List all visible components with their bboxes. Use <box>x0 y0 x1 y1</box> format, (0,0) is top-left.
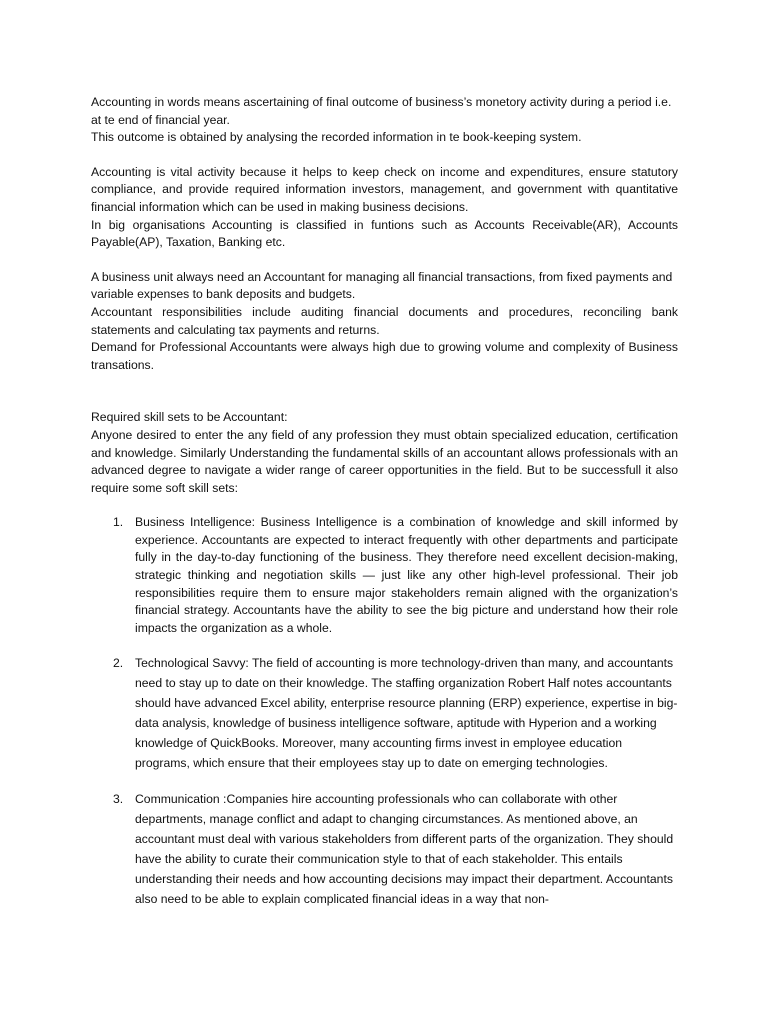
unit-paragraph-3: Demand for Professional Accountants were always high due to growing volume and complexity of Business transations. <box>91 340 678 372</box>
unit-paragraph-2: Accountant responsibilities include auditing financial documents and procedures, reconciling bank statements and calculating tax payments and returns. <box>91 304 678 337</box>
list-item-number: 2. <box>113 656 124 671</box>
intro-paragraph-2: This outcome is obtained by analysing the recorded information in te book-keeping system. <box>91 130 582 145</box>
vital-paragraph-1: Accounting is vital activity because it helps to keep check on income and expenditures, ensure statutory compliance, and provide required information investors, management, and government with quantitative financial information which can be used in making business decisions. <box>91 164 678 214</box>
vital-paragraph-2: In big organisations Accounting is classified in funtions such as Accounts Receivable(AR), Accounts Payable(AP), Taxation, Banking etc. <box>91 217 678 250</box>
skills-heading: Required skill sets to be Accountant: <box>91 410 288 425</box>
unit-paragraph-1: A business unit always need an Accountant for managing all financial transactions, from fixed payments and variable expenses to bank deposits and budgets. <box>91 269 673 302</box>
list-item-text: Communication :Companies hire accounting professionals who can collaborate with other departments, manage conflict and adapt to changing circumstances. As mentioned above, an accountant must deal with various stakeholders from different parts of the organization. They should have the ability to curate their communication style to that of each stakeholder. This entails understanding their needs and how accounting decisions may impact their department. Accountants also need to be able to explain complicated financial ideas in a way that non- <box>135 792 674 907</box>
skills-list <box>91 514 678 909</box>
document-body <box>91 94 678 925</box>
list-item-number: 1. <box>113 515 124 530</box>
list-item-number: 3. <box>113 792 124 807</box>
list-item <box>91 514 678 637</box>
list-item-text: Technological Savvy: The field of accounting is more technology-driven than many, and accountants need to stay up to date on their knowledge. The staffing organization Robert Half notes accountants should have advanced Excel ability, enterprise resource planning (ERP) experience, expertise in big-data analysis, knowledge of business intelligence software, aptitude with Hyperion and a working knowledge of QuickBooks. Moreover, many accounting firms invest in employee education programs, which ensure that their employees stay up to date on emerging technologies. <box>135 656 678 771</box>
skills-intro: Anyone desired to enter the any field of any profession they must obtain specialized education, certification and knowledge. Similarly Understanding the fundamental skills of an accountant allows professionals with an advanced degree to navigate a wider range of career opportunities in the field. But to be successfull it also require some soft skill sets: <box>91 427 678 495</box>
list-item <box>91 789 678 909</box>
list-item-text: Business Intelligence: Business Intelligence is a combination of knowledge and skill informed by experience. Accountants are expected to interact frequently with other departments and participate fully in the day-to-day functioning of the business. They therefore need excellent decision-making, strategic thinking and negotiation skills — just like any other high-level professional. Their job responsibilities require them to ensure major stakeholders remain aligned with the organization’s financial strategy. Accountants have the ability to see the big picture and understand how their role impacts the organization as a whole. <box>135 515 678 635</box>
list-item <box>91 653 678 773</box>
intro-paragraph-1: Accounting in words means ascertaining of final outcome of business’s monetory activity during a period i.e. at te end of financial year. <box>91 95 672 127</box>
